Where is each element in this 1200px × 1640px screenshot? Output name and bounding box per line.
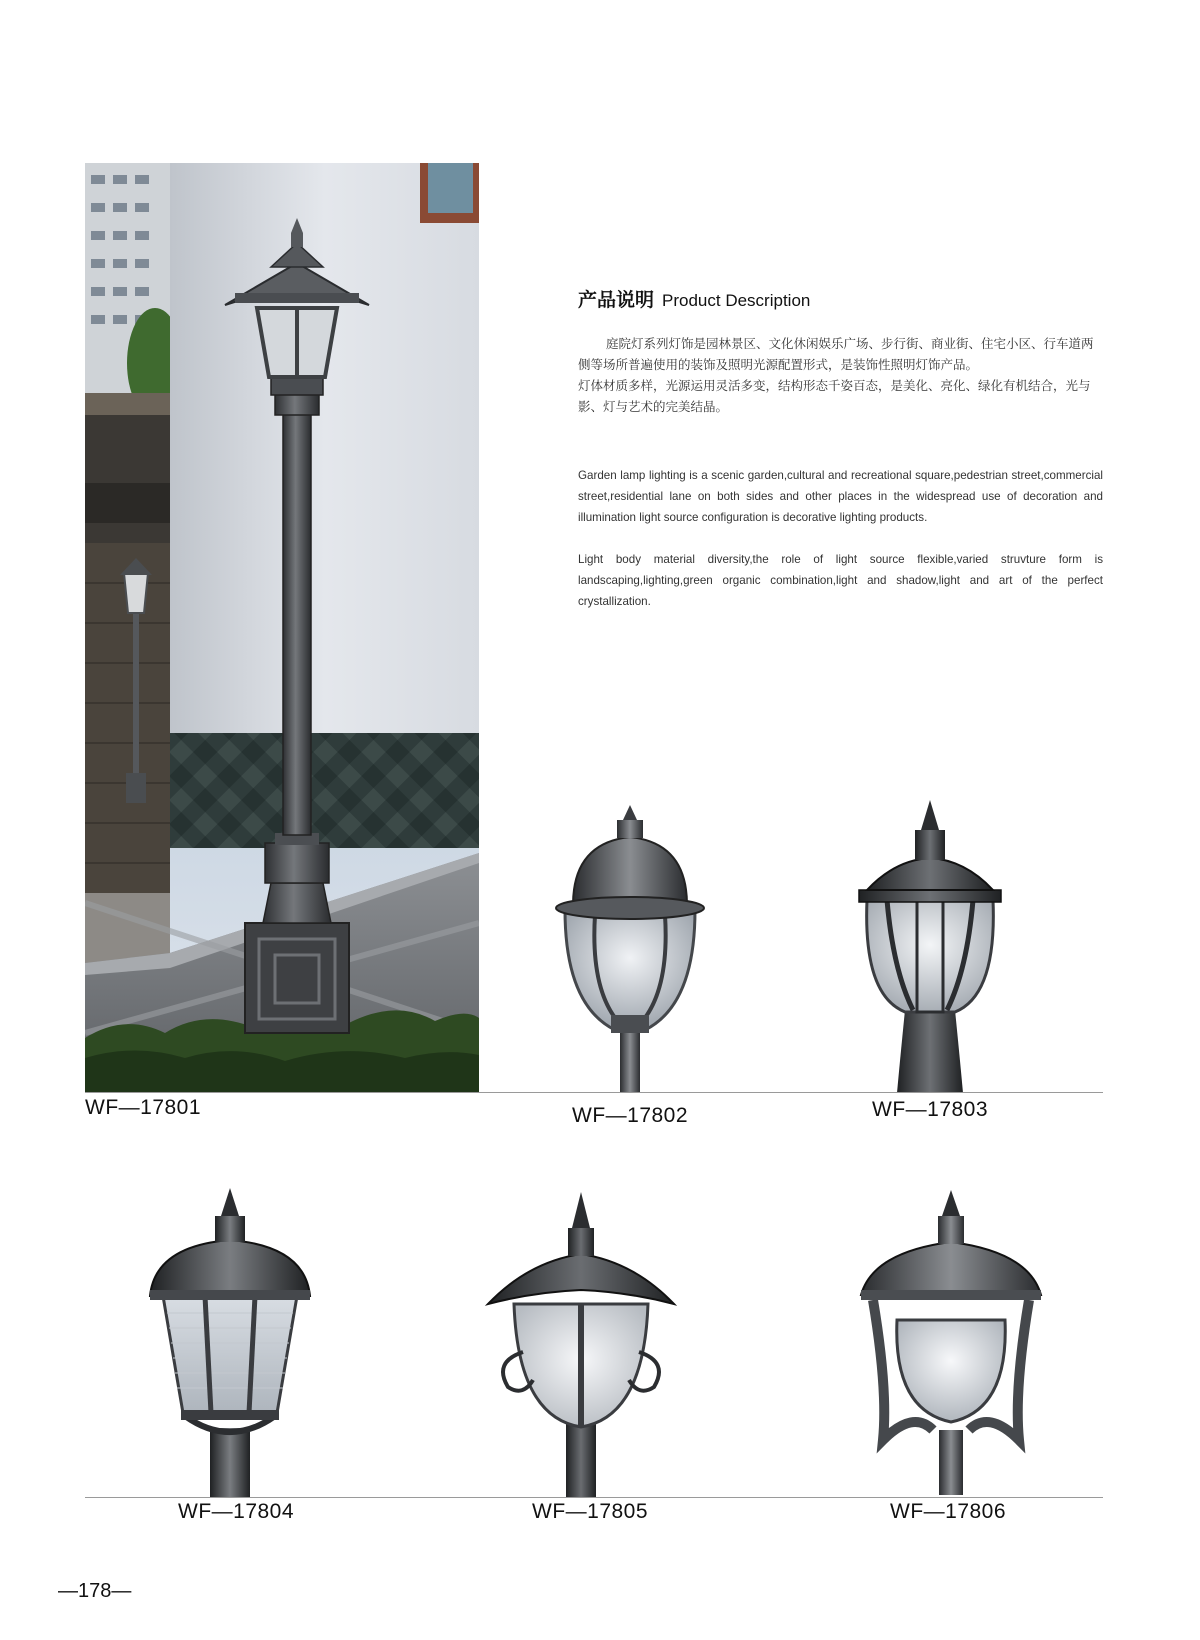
product-code-wf-17806: WF—17806 [890, 1500, 1007, 1523]
description-heading [578, 285, 810, 312]
description-heading-cn: 产品说明 [578, 289, 655, 311]
page-number: —178— [58, 1580, 132, 1602]
product-image-wf-17805 [488, 1192, 674, 1498]
product-code-wf-17803: WF—17803 [872, 1098, 989, 1121]
description-en-paragraph-2: Light body material diversity,the role of light source flexible,varied struvture form is landscaping,lighting,green organic combination,light and shadow,light and art of the perfect crystallization. [578, 553, 1103, 608]
product-code-wf-17801: WF—17801 [85, 1096, 202, 1119]
description-cn-paragraph-2: 灯体材质多样，光源运用灵活多变，结构形态千姿百态，是美化、亮化、绿化有机结合，光与影、灯与艺术的完美结晶。 [578, 378, 1091, 414]
product-code-wf-17802: WF—17802 [572, 1104, 689, 1127]
description-cn-paragraph-1: 庭院灯系列灯饰是园林景区、文化休闲娱乐广场、步行街、商业街、住宅小区、行车道两侧等场所普遍使用的装饰及照明光源配置形式，是装饰性照明灯饰产品。 [578, 336, 1094, 372]
product-code-wf-17804: WF—17804 [178, 1500, 295, 1523]
description-heading-en: Product Description [662, 291, 811, 310]
hero-photo-garden-lamp [85, 163, 479, 1092]
product-image-wf-17803 [845, 800, 1015, 1093]
product-image-wf-17804 [145, 1188, 315, 1498]
divider-row-1 [85, 1092, 1103, 1093]
product-image-wf-17802 [545, 805, 715, 1093]
description-en-paragraph-1: Garden lamp lighting is a scenic garden,cultural and recreational square,pedestrian street,commercial street,residential lane on both sides and other places in the widespread use of decoration and illumination light source configuration is decorative lighting products. [578, 469, 1103, 524]
product-code-wf-17805: WF—17805 [532, 1500, 649, 1523]
divider-row-2 [85, 1497, 1103, 1498]
product-image-wf-17806 [853, 1190, 1049, 1495]
